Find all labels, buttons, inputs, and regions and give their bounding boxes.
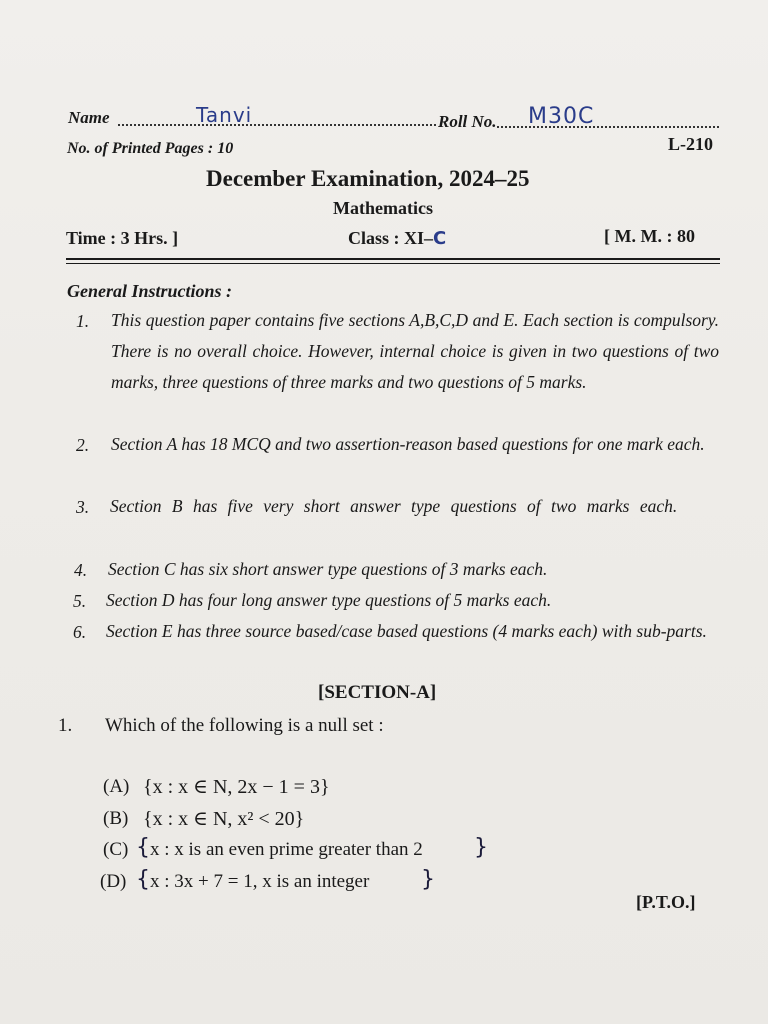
instruction-number: 3. bbox=[76, 497, 90, 517]
option-c-close-brace-handwritten: } bbox=[474, 835, 488, 860]
paper-code: L-210 bbox=[668, 134, 713, 154]
class-label: Class : XI– bbox=[348, 228, 434, 248]
option-d-text: x : 3x + 7 = 1, x is an integer bbox=[150, 871, 370, 892]
option-d-open-brace-handwritten: { bbox=[136, 867, 150, 892]
instruction-item: This question paper contains five sections A,B,C,D and E. Each section is compulsory. There is no overall choice. However, internal choice is given in two questions of two marks, three questions of three marks and two questions of 5 marks. bbox=[111, 310, 719, 392]
max-marks: [ M. M. : 80 bbox=[604, 226, 695, 246]
class-section-handwritten: C bbox=[433, 228, 448, 249]
instruction-item: Section B has five very short answer type questions of two marks each. bbox=[110, 496, 678, 516]
exam-time: Time : 3 Hrs. ] bbox=[66, 228, 179, 248]
name-label: Name bbox=[68, 108, 110, 127]
printed-pages-label: No. of Printed Pages : 10 bbox=[67, 140, 234, 157]
instruction-number: 6. bbox=[73, 622, 87, 642]
option-c-open-brace-handwritten: { bbox=[136, 835, 150, 860]
option-a-text: {x : x ∈ N, 2x − 1 = 3} bbox=[143, 776, 330, 798]
option-c-text: x : x is an even prime greater than 2 bbox=[150, 839, 423, 860]
pto-label: [P.T.O.] bbox=[636, 892, 696, 912]
exam-title: December Examination, 2024–25 bbox=[206, 166, 530, 191]
name-dotted-line bbox=[118, 124, 436, 126]
option-c-label: (C) bbox=[103, 839, 129, 860]
instruction-number: 5. bbox=[73, 591, 87, 611]
exam-class bbox=[348, 228, 447, 249]
header-rule-bottom bbox=[66, 263, 720, 264]
exam-subject: Mathematics bbox=[333, 198, 433, 218]
question-text: Which of the following is a null set : bbox=[105, 715, 384, 736]
option-d-close-brace-handwritten: } bbox=[421, 867, 435, 892]
instructions-heading: General Instructions : bbox=[67, 281, 233, 301]
option-b-text: {x : x ∈ N, x² < 20} bbox=[143, 808, 305, 830]
instruction-number: 4. bbox=[74, 560, 88, 580]
roll-no-label: Roll No. bbox=[438, 112, 497, 131]
instruction-number: 2. bbox=[76, 435, 90, 455]
question-number: 1. bbox=[58, 715, 73, 736]
option-d-label: (D) bbox=[100, 871, 127, 892]
instruction-item: Section E has three source based/case based questions (4 marks each) with sub-parts. bbox=[106, 621, 707, 641]
instruction-item: Section A has 18 MCQ and two assertion-reason based questions for one mark each. bbox=[111, 434, 705, 454]
instruction-number: 1. bbox=[76, 311, 90, 331]
option-b-label: (B) bbox=[103, 808, 129, 829]
section-a-heading: [SECTION-A] bbox=[318, 682, 437, 703]
instruction-item: Section C has six short answer type questions of 3 marks each. bbox=[108, 559, 548, 579]
name-handwritten-value: Tanvi bbox=[196, 103, 253, 127]
header-rule-top bbox=[66, 258, 720, 260]
instruction-item: Section D has four long answer type questions of 5 marks each. bbox=[106, 590, 552, 610]
option-a-label: (A) bbox=[103, 776, 130, 797]
roll-no-handwritten-value: M30C bbox=[528, 104, 595, 129]
